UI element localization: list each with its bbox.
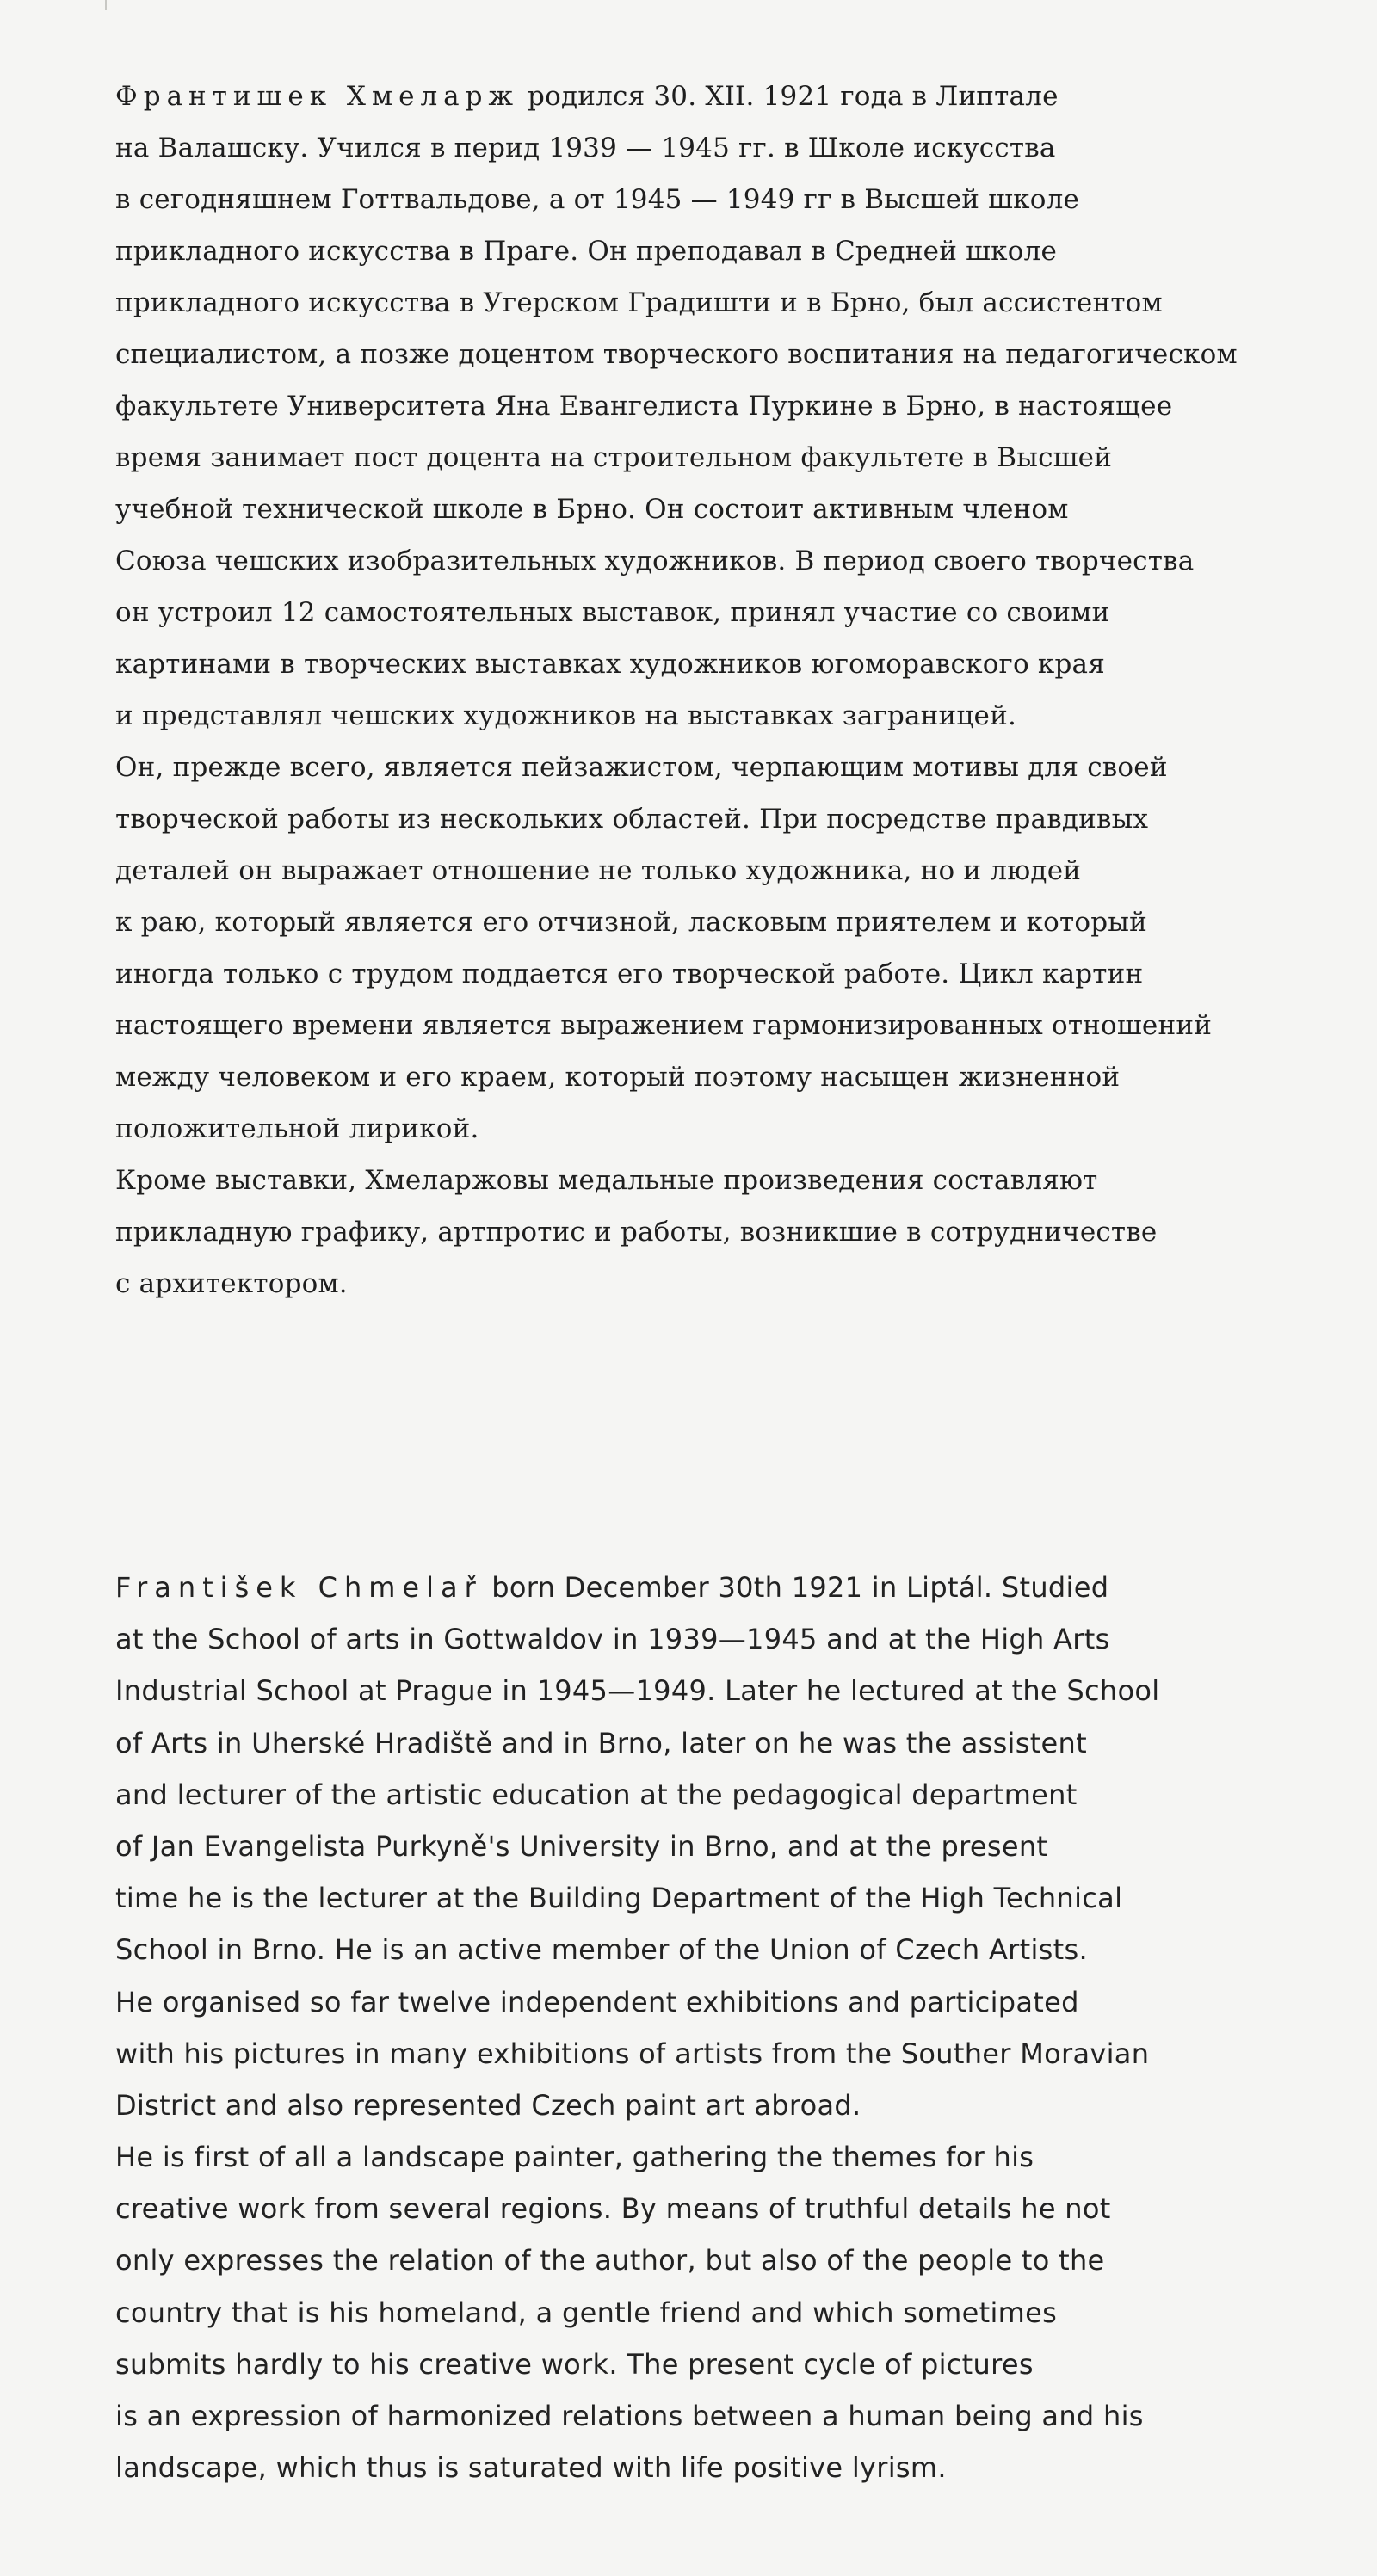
text-line: настоящего времени является выражением гармонизированных отношений [115,1010,1213,1041]
text-line: факультете Университета Яна Евангелиста Пуркине в Брно, в настоящее [115,391,1173,422]
text-line: at the School of arts in Gottwaldov in 1939—1945 and at the High Arts [115,1623,1110,1656]
english-biography [115,1562,1355,2493]
text-line: District and also represented Czech paint art abroad. [115,2088,861,2122]
text-line: creative work from several regions. By means of truthful details he not [115,2192,1111,2226]
text-line: учебной технической школе в Брно. Он состоит активным членом [115,494,1069,525]
text-line: на Валашску. Учился в перид 1939 — 1945 гг. в Школе искусства [115,132,1056,163]
author-name-russian: Франтишек Хмеларж [115,81,519,112]
scan-mark [105,0,107,10]
text-line: и представлял чешских художников на выставках заграницей. [115,700,1016,731]
text-line [115,71,1355,122]
text-line: with his pictures in many exhibitions of artists from the Souther Moravian [115,2037,1150,2070]
text-line: Industrial School at Prague in 1945—1949. Later he lectured at the School [115,1674,1160,1708]
text-line: time he is the lecturer at the Building Department of the High Technical [115,1882,1123,1915]
text-line: деталей он выражает отношение не только художника, но и людей [115,855,1082,886]
text-line: submits hardly to his creative work. The present cycle of pictures [115,2347,1034,2381]
text-line: творческой работы из нескольких областей. При посредстве правдивых [115,804,1149,835]
text-line: иногда только с трудом поддается его творческой работе. Цикл картин [115,958,1144,989]
author-name-english: František Chmelař [115,1571,483,1604]
text-line: country that is his homeland, a gentle friend and which sometimes [115,2296,1058,2329]
text-line: He is first of all a landscape painter, gathering the themes for his [115,2141,1034,2174]
text-line [115,1562,1355,1613]
text-line: is an expression of harmonized relations between a human being and his [115,2400,1144,2432]
text-line: of Arts in Uherské Hradiště and in Brno, later on he was the assistent [115,1726,1087,1759]
text-line: Он, прежде всего, является пейзажистом, черпающим мотивы для своей [115,752,1168,783]
text-line: Кроме выставки, Хмеларжовы медальные произведения составляют [115,1165,1098,1196]
text-line: of Jan Evangelista Purkyně's University in Brno, and at the present [115,1829,1048,1863]
text-line: с архитектором. [115,1268,348,1299]
russian-biography [115,71,1355,1310]
text-line: прикладного искусства в Угерском Градишти и в Брно, был ассистентом [115,287,1163,318]
text-line-rest: родился 30. XII. 1921 года в Липтале [519,81,1059,112]
text-line: School in Brno. He is an active member of the Union of Czech Artists. [115,1933,1088,1967]
text-line: Союза чешских изобразительных художников. В период своего творчества [115,545,1195,576]
text-line: прикладного искусства в Праге. Он преподавал в Средней школе [115,236,1058,267]
text-line: время занимает пост доцента на строительном факультете в Высшей [115,442,1113,473]
text-line: only expresses the relation of the author, but also of the people to the [115,2244,1105,2277]
text-line: картинами в творческих выставках художников югоморавского края [115,649,1105,680]
text-line: специалистом, а позже доцентом творческого воспитания на педагогическом [115,339,1238,370]
text-line: положительной лирикой. [115,1113,479,1144]
text-line: landscape, which thus is saturated with life positive lyrism. [115,2451,947,2485]
text-line: он устроил 12 самостоятельных выставок, принял участие со своими [115,597,1110,628]
text-line: в сегодняшнем Готтвальдове, а от 1945 — 1949 гг в Высшей школе [115,184,1080,215]
text-line: and lecturer of the artistic education at the pedagogical department [115,1778,1078,1811]
text-line: между человеком и его краем, который поэтому насыщен жизненной [115,1062,1121,1093]
text-line: к раю, который является его отчизной, ласковым приятелем и который [115,907,1147,938]
text-line: прикладную графику, артпротис и работы, возникшие в сотрудничестве [115,1217,1158,1248]
text-line: He organised so far twelve independent exhibitions and participated [115,1985,1079,2018]
text-line-rest: born December 30th 1921 in Liptál. Studied [482,1571,1109,1604]
